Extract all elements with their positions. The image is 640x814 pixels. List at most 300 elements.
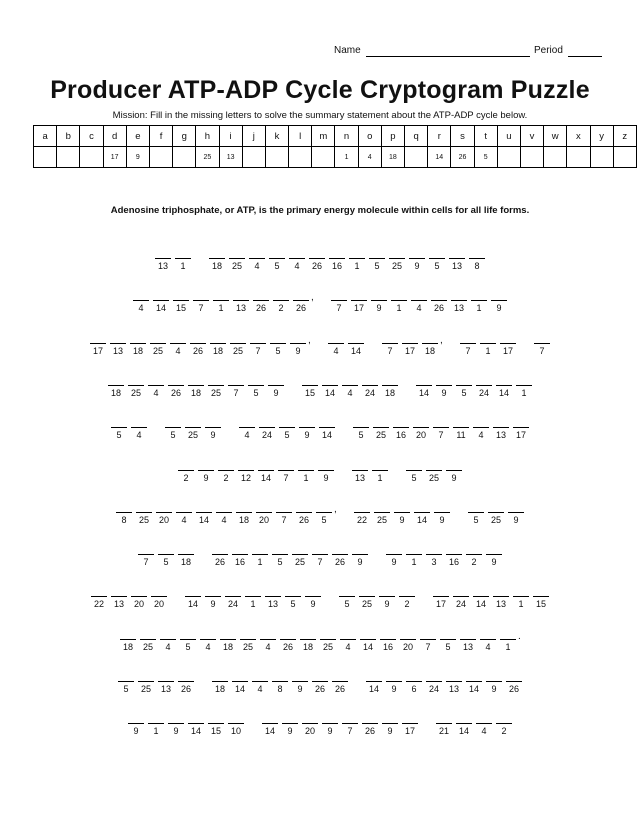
- letter-blank[interactable]: [194, 504, 214, 532]
- letter-blank[interactable]: [138, 631, 158, 659]
- letter-blank[interactable]: [329, 292, 349, 320]
- letter-blank[interactable]: [489, 292, 509, 320]
- letter-blank[interactable]: [414, 377, 434, 405]
- letter-blank[interactable]: [407, 250, 427, 278]
- letter-blank[interactable]: [267, 250, 287, 278]
- letter-blank[interactable]: [378, 631, 398, 659]
- cipher-number: 9: [439, 514, 445, 525]
- letter-blank[interactable]: [116, 673, 136, 701]
- letter-blank[interactable]: [340, 715, 360, 743]
- letter-blank[interactable]: [358, 631, 378, 659]
- answer-underline: [451, 300, 467, 301]
- letter-blank[interactable]: [211, 292, 231, 320]
- letter-blank[interactable]: [409, 292, 429, 320]
- cipher-number: 4: [165, 641, 171, 652]
- letter-blank[interactable]: [156, 546, 176, 574]
- letter-blank[interactable]: [176, 673, 196, 701]
- letter-blank[interactable]: [469, 292, 489, 320]
- letter-blank[interactable]: [360, 377, 380, 405]
- cipher-number: 26: [364, 726, 375, 737]
- letter-blank[interactable]: [486, 504, 506, 532]
- letter-blank[interactable]: [114, 504, 134, 532]
- cipher-number: 5: [253, 387, 259, 398]
- letter-blank[interactable]: [360, 715, 380, 743]
- letter-blank[interactable]: [258, 631, 278, 659]
- letter-blank[interactable]: [370, 462, 390, 490]
- letter-blank[interactable]: [257, 419, 277, 447]
- letter-blank[interactable]: [350, 462, 370, 490]
- key-code-b[interactable]: [57, 147, 80, 168]
- letter-blank[interactable]: [451, 588, 471, 616]
- letter-blank[interactable]: [464, 546, 484, 574]
- letter-blank[interactable]: [89, 588, 109, 616]
- cipher-number: 9: [376, 303, 382, 314]
- letter-blank[interactable]: [118, 631, 138, 659]
- key-codes-row: [34, 147, 637, 168]
- letter-blank[interactable]: [404, 546, 424, 574]
- letter-blank[interactable]: [471, 419, 491, 447]
- letter-blank[interactable]: [464, 673, 484, 701]
- letter-blank[interactable]: [290, 673, 310, 701]
- letter-blank[interactable]: [266, 377, 286, 405]
- key-code-g[interactable]: [173, 147, 196, 168]
- letter-blank[interactable]: [270, 546, 290, 574]
- letter-blank[interactable]: [198, 631, 218, 659]
- letter-blank[interactable]: [230, 546, 250, 574]
- letter-blank[interactable]: [248, 335, 268, 363]
- letter-blank[interactable]: [454, 377, 474, 405]
- letter-blank[interactable]: [427, 250, 447, 278]
- letter-blank[interactable]: [303, 588, 323, 616]
- letter-blank[interactable]: [367, 250, 387, 278]
- answer-underline: [366, 681, 382, 682]
- cipher-number: 8: [121, 514, 127, 525]
- letter-blank[interactable]: [208, 335, 228, 363]
- letter-blank[interactable]: [444, 546, 464, 574]
- answer-underline: [416, 385, 432, 386]
- letter-blank[interactable]: [231, 292, 251, 320]
- letter-blank[interactable]: [380, 377, 400, 405]
- key-code-t[interactable]: 5: [474, 147, 497, 168]
- letter-blank[interactable]: [511, 588, 531, 616]
- cipher-word: [300, 377, 400, 405]
- key-code-i[interactable]: 13: [219, 147, 242, 168]
- answer-underline: [352, 554, 368, 555]
- letter-blank[interactable]: [158, 631, 178, 659]
- letter-blank[interactable]: [307, 250, 327, 278]
- letter-blank[interactable]: [298, 631, 318, 659]
- letter-blank[interactable]: [88, 335, 108, 363]
- key-code-r[interactable]: 14: [428, 147, 451, 168]
- letter-blank[interactable]: [186, 715, 206, 743]
- letter-blank[interactable]: [404, 673, 424, 701]
- letter-blank[interactable]: [300, 377, 320, 405]
- letter-blank[interactable]: [474, 715, 494, 743]
- letter-blank[interactable]: [277, 419, 297, 447]
- letter-blank[interactable]: [243, 588, 263, 616]
- letter-blank[interactable]: [398, 631, 418, 659]
- letter-blank[interactable]: [350, 546, 370, 574]
- key-code-v[interactable]: [520, 147, 543, 168]
- letter-blank[interactable]: [346, 335, 366, 363]
- letter-blank[interactable]: [106, 377, 126, 405]
- letter-blank[interactable]: [176, 546, 196, 574]
- cipher-number: 7: [281, 514, 287, 525]
- key-code-u[interactable]: [497, 147, 520, 168]
- letter-blank[interactable]: [484, 546, 504, 574]
- letter-blank[interactable]: [391, 419, 411, 447]
- letter-blank[interactable]: [327, 250, 347, 278]
- answer-underline: [170, 343, 186, 344]
- letter-blank[interactable]: [471, 588, 491, 616]
- name-field[interactable]: [366, 56, 530, 57]
- letter-blank[interactable]: [310, 673, 330, 701]
- letter-blank[interactable]: [166, 715, 186, 743]
- letter-blank[interactable]: [280, 715, 300, 743]
- letter-blank[interactable]: [196, 462, 216, 490]
- letter-blank[interactable]: [183, 588, 203, 616]
- letter-blank[interactable]: [226, 377, 246, 405]
- cipher-number: 5: [123, 684, 129, 694]
- letter-blank[interactable]: [532, 335, 552, 363]
- letter-blank[interactable]: [316, 462, 336, 490]
- puzzle-line: [0, 631, 640, 659]
- letter-blank[interactable]: [186, 377, 206, 405]
- letter-blank[interactable]: [384, 546, 404, 574]
- letter-blank[interactable]: [178, 631, 198, 659]
- letter-blank[interactable]: [372, 504, 392, 532]
- letter-blank[interactable]: [447, 250, 467, 278]
- answer-underline: [402, 723, 418, 724]
- letter-blank[interactable]: [514, 377, 534, 405]
- letter-blank[interactable]: [288, 335, 308, 363]
- letter-blank[interactable]: [458, 631, 478, 659]
- letter-blank[interactable]: [166, 377, 186, 405]
- letter-blank[interactable]: [338, 631, 358, 659]
- letter-blank[interactable]: [256, 462, 276, 490]
- cipher-number: 2: [223, 472, 229, 483]
- letter-blank[interactable]: [377, 588, 397, 616]
- letter-blank[interactable]: [183, 419, 203, 447]
- letter-blank[interactable]: [218, 631, 238, 659]
- answer-underline: [493, 427, 509, 428]
- letter-blank[interactable]: [278, 631, 298, 659]
- answer-underline: [280, 639, 296, 640]
- letter-blank[interactable]: [458, 335, 478, 363]
- letter-blank[interactable]: [400, 335, 420, 363]
- name-label: Name: [334, 45, 361, 56]
- letter-blank[interactable]: [351, 419, 371, 447]
- cipher-number: 18: [384, 387, 395, 398]
- letter-blank[interactable]: [154, 504, 174, 532]
- cipher-number: 18: [212, 345, 223, 356]
- answer-underline: [176, 512, 192, 513]
- letter-blank[interactable]: [216, 462, 236, 490]
- cipher-number: 25: [130, 387, 141, 398]
- letter-blank[interactable]: [271, 292, 291, 320]
- letter-blank[interactable]: [223, 588, 243, 616]
- letter-blank[interactable]: [128, 335, 148, 363]
- letter-blank[interactable]: [314, 504, 334, 532]
- period-field[interactable]: [568, 56, 602, 57]
- cipher-number: 4: [181, 514, 187, 525]
- letter-blank[interactable]: [129, 588, 149, 616]
- key-code-o[interactable]: 4: [358, 147, 381, 168]
- letter-blank[interactable]: [291, 292, 311, 320]
- key-code-m[interactable]: [312, 147, 335, 168]
- key-code-f[interactable]: [149, 147, 172, 168]
- letter-blank[interactable]: [371, 419, 391, 447]
- letter-blank[interactable]: [389, 292, 409, 320]
- letter-blank[interactable]: [191, 292, 211, 320]
- letter-blank[interactable]: [126, 377, 146, 405]
- answer-underline: [496, 385, 512, 386]
- letter-blank[interactable]: [320, 377, 340, 405]
- letter-blank[interactable]: [174, 504, 194, 532]
- cipher-number: 26: [282, 641, 293, 652]
- letter-blank[interactable]: [420, 335, 440, 363]
- letter-blank[interactable]: [380, 715, 400, 743]
- letter-blank[interactable]: [444, 462, 464, 490]
- letter-blank[interactable]: [149, 588, 169, 616]
- letter-blank[interactable]: [129, 419, 149, 447]
- letter-blank[interactable]: [290, 546, 310, 574]
- answer-underline: [300, 639, 316, 640]
- letter-blank[interactable]: [330, 673, 350, 701]
- letter-blank[interactable]: [151, 292, 171, 320]
- letter-blank[interactable]: [251, 292, 271, 320]
- letter-blank[interactable]: [156, 673, 176, 701]
- letter-blank[interactable]: [250, 673, 270, 701]
- letter-blank[interactable]: [171, 292, 191, 320]
- key-code-d[interactable]: 17: [103, 147, 126, 168]
- letter-blank[interactable]: [484, 673, 504, 701]
- letter-blank[interactable]: [449, 292, 469, 320]
- cipher-number: 14: [198, 514, 209, 525]
- letter-blank[interactable]: [230, 673, 250, 701]
- letter-blank[interactable]: [424, 546, 444, 574]
- letter-blank[interactable]: [136, 673, 156, 701]
- cipher-number: 15: [210, 726, 221, 737]
- letter-blank[interactable]: [474, 377, 494, 405]
- cipher-word: [352, 504, 452, 532]
- key-code-z[interactable]: [613, 147, 636, 168]
- letter-blank[interactable]: [511, 419, 531, 447]
- letter-blank[interactable]: [318, 631, 338, 659]
- letter-blank[interactable]: [146, 377, 166, 405]
- letter-blank[interactable]: [431, 588, 451, 616]
- letter-blank[interactable]: [397, 588, 417, 616]
- answer-underline: [380, 639, 396, 640]
- letter-blank[interactable]: [431, 419, 451, 447]
- letter-blank[interactable]: [498, 335, 518, 363]
- answer-underline: [516, 385, 532, 386]
- letter-blank[interactable]: [478, 335, 498, 363]
- letter-blank[interactable]: [418, 631, 438, 659]
- letter-blank[interactable]: [380, 335, 400, 363]
- letter-blank[interactable]: [506, 504, 526, 532]
- letter-blank[interactable]: [340, 377, 360, 405]
- key-code-a[interactable]: [34, 147, 57, 168]
- letter-blank[interactable]: [444, 673, 464, 701]
- letter-blank[interactable]: [234, 504, 254, 532]
- letter-blank[interactable]: [347, 250, 367, 278]
- letter-blank[interactable]: [300, 715, 320, 743]
- letter-blank[interactable]: [434, 715, 454, 743]
- answer-underline: [456, 385, 472, 386]
- letter-blank[interactable]: [203, 419, 223, 447]
- answer-underline: [486, 554, 502, 555]
- letter-blank[interactable]: [210, 546, 230, 574]
- letter-blank[interactable]: [153, 250, 173, 278]
- letter-blank[interactable]: [126, 715, 146, 743]
- key-code-c[interactable]: [80, 147, 103, 168]
- answer-underline: [168, 723, 184, 724]
- key-code-q[interactable]: [405, 147, 428, 168]
- letter-blank[interactable]: [148, 335, 168, 363]
- letter-blank[interactable]: [146, 715, 166, 743]
- letter-blank[interactable]: [317, 419, 337, 447]
- letter-blank[interactable]: [214, 504, 234, 532]
- letter-blank[interactable]: [412, 504, 432, 532]
- letter-blank[interactable]: [134, 504, 154, 532]
- letter-blank[interactable]: [404, 462, 424, 490]
- letter-blank[interactable]: [173, 250, 193, 278]
- letter-blank[interactable]: [207, 250, 227, 278]
- letter-blank[interactable]: [432, 504, 452, 532]
- letter-blank[interactable]: [357, 588, 377, 616]
- letter-blank[interactable]: [238, 631, 258, 659]
- letter-blank[interactable]: [384, 673, 404, 701]
- letter-blank[interactable]: [276, 462, 296, 490]
- letter-blank[interactable]: [254, 504, 274, 532]
- letter-blank[interactable]: [429, 292, 449, 320]
- letter-blank[interactable]: [387, 250, 407, 278]
- letter-blank[interactable]: [369, 292, 389, 320]
- key-code-e[interactable]: 9: [126, 147, 149, 168]
- letter-blank[interactable]: [296, 462, 316, 490]
- letter-blank[interactable]: [203, 588, 223, 616]
- letter-blank[interactable]: [498, 631, 518, 659]
- letter-blank[interactable]: [467, 250, 487, 278]
- letter-blank[interactable]: [504, 673, 524, 701]
- letter-blank[interactable]: [237, 419, 257, 447]
- letter-blank[interactable]: [330, 546, 350, 574]
- letter-blank[interactable]: [247, 250, 267, 278]
- letter-blank[interactable]: [270, 673, 290, 701]
- letter-blank[interactable]: [491, 419, 511, 447]
- key-code-k[interactable]: [265, 147, 288, 168]
- key-code-w[interactable]: [544, 147, 567, 168]
- letter-blank[interactable]: [206, 377, 226, 405]
- letter-blank[interactable]: [494, 715, 514, 743]
- letter-blank[interactable]: [109, 588, 129, 616]
- letter-blank[interactable]: [206, 715, 226, 743]
- letter-blank[interactable]: [136, 546, 156, 574]
- cipher-number: 13: [462, 641, 473, 652]
- letter-blank[interactable]: [326, 335, 346, 363]
- key-code-h[interactable]: 25: [196, 147, 219, 168]
- letter-blank[interactable]: [392, 504, 412, 532]
- letter-blank[interactable]: [337, 588, 357, 616]
- key-letter-g: g: [173, 126, 196, 147]
- letter-blank[interactable]: [210, 673, 230, 701]
- letter-blank[interactable]: [228, 335, 248, 363]
- letter-blank[interactable]: [531, 588, 551, 616]
- letter-blank[interactable]: [454, 715, 474, 743]
- answer-underline: [178, 470, 194, 471]
- letter-blank[interactable]: [411, 419, 431, 447]
- letter-blank[interactable]: [263, 588, 283, 616]
- letter-blank[interactable]: [131, 292, 151, 320]
- letter-blank[interactable]: [466, 504, 486, 532]
- letter-blank[interactable]: [287, 250, 307, 278]
- letter-blank[interactable]: [451, 419, 471, 447]
- letter-blank[interactable]: [400, 715, 420, 743]
- letter-blank[interactable]: [294, 504, 314, 532]
- answer-underline: [420, 639, 436, 640]
- cipher-number: 26: [508, 684, 519, 694]
- answer-underline: [391, 300, 407, 301]
- letter-blank[interactable]: [364, 673, 384, 701]
- letter-blank[interactable]: [283, 588, 303, 616]
- key-code-y[interactable]: [590, 147, 613, 168]
- letter-blank[interactable]: [352, 504, 372, 532]
- letter-blank[interactable]: [226, 715, 246, 743]
- key-code-p[interactable]: 18: [381, 147, 404, 168]
- key-code-s[interactable]: 26: [451, 147, 474, 168]
- letter-blank[interactable]: [320, 715, 340, 743]
- key-code-n[interactable]: 1: [335, 147, 358, 168]
- letter-blank[interactable]: [236, 462, 256, 490]
- cipher-number: 5: [321, 514, 327, 525]
- letter-blank[interactable]: [491, 588, 511, 616]
- letter-blank[interactable]: [494, 377, 514, 405]
- letter-blank[interactable]: [268, 335, 288, 363]
- answer-underline: [328, 343, 344, 344]
- answer-underline: [228, 723, 244, 724]
- key-code-l[interactable]: [289, 147, 312, 168]
- letter-blank[interactable]: [108, 335, 128, 363]
- letter-blank[interactable]: [168, 335, 188, 363]
- letter-blank[interactable]: [246, 377, 266, 405]
- letter-blank[interactable]: [227, 250, 247, 278]
- answer-underline: [369, 258, 385, 259]
- letter-blank[interactable]: [176, 462, 196, 490]
- key-code-j[interactable]: [242, 147, 265, 168]
- letter-blank[interactable]: [274, 504, 294, 532]
- letter-blank[interactable]: [297, 419, 317, 447]
- key-code-x[interactable]: [567, 147, 590, 168]
- letter-blank[interactable]: [310, 546, 330, 574]
- letter-blank[interactable]: [188, 335, 208, 363]
- letter-blank[interactable]: [434, 377, 454, 405]
- letter-blank[interactable]: [424, 462, 444, 490]
- letter-blank[interactable]: [424, 673, 444, 701]
- key-letter-h: h: [196, 126, 219, 147]
- letter-blank[interactable]: [438, 631, 458, 659]
- letter-blank[interactable]: [250, 546, 270, 574]
- answer-underline: [434, 512, 450, 513]
- letter-blank[interactable]: [349, 292, 369, 320]
- answer-underline: [382, 723, 398, 724]
- letter-blank[interactable]: [163, 419, 183, 447]
- cipher-number: 5: [461, 387, 467, 398]
- letter-blank[interactable]: [260, 715, 280, 743]
- cipher-word: [153, 250, 193, 278]
- letter-blank[interactable]: [478, 631, 498, 659]
- letter-blank[interactable]: [109, 419, 129, 447]
